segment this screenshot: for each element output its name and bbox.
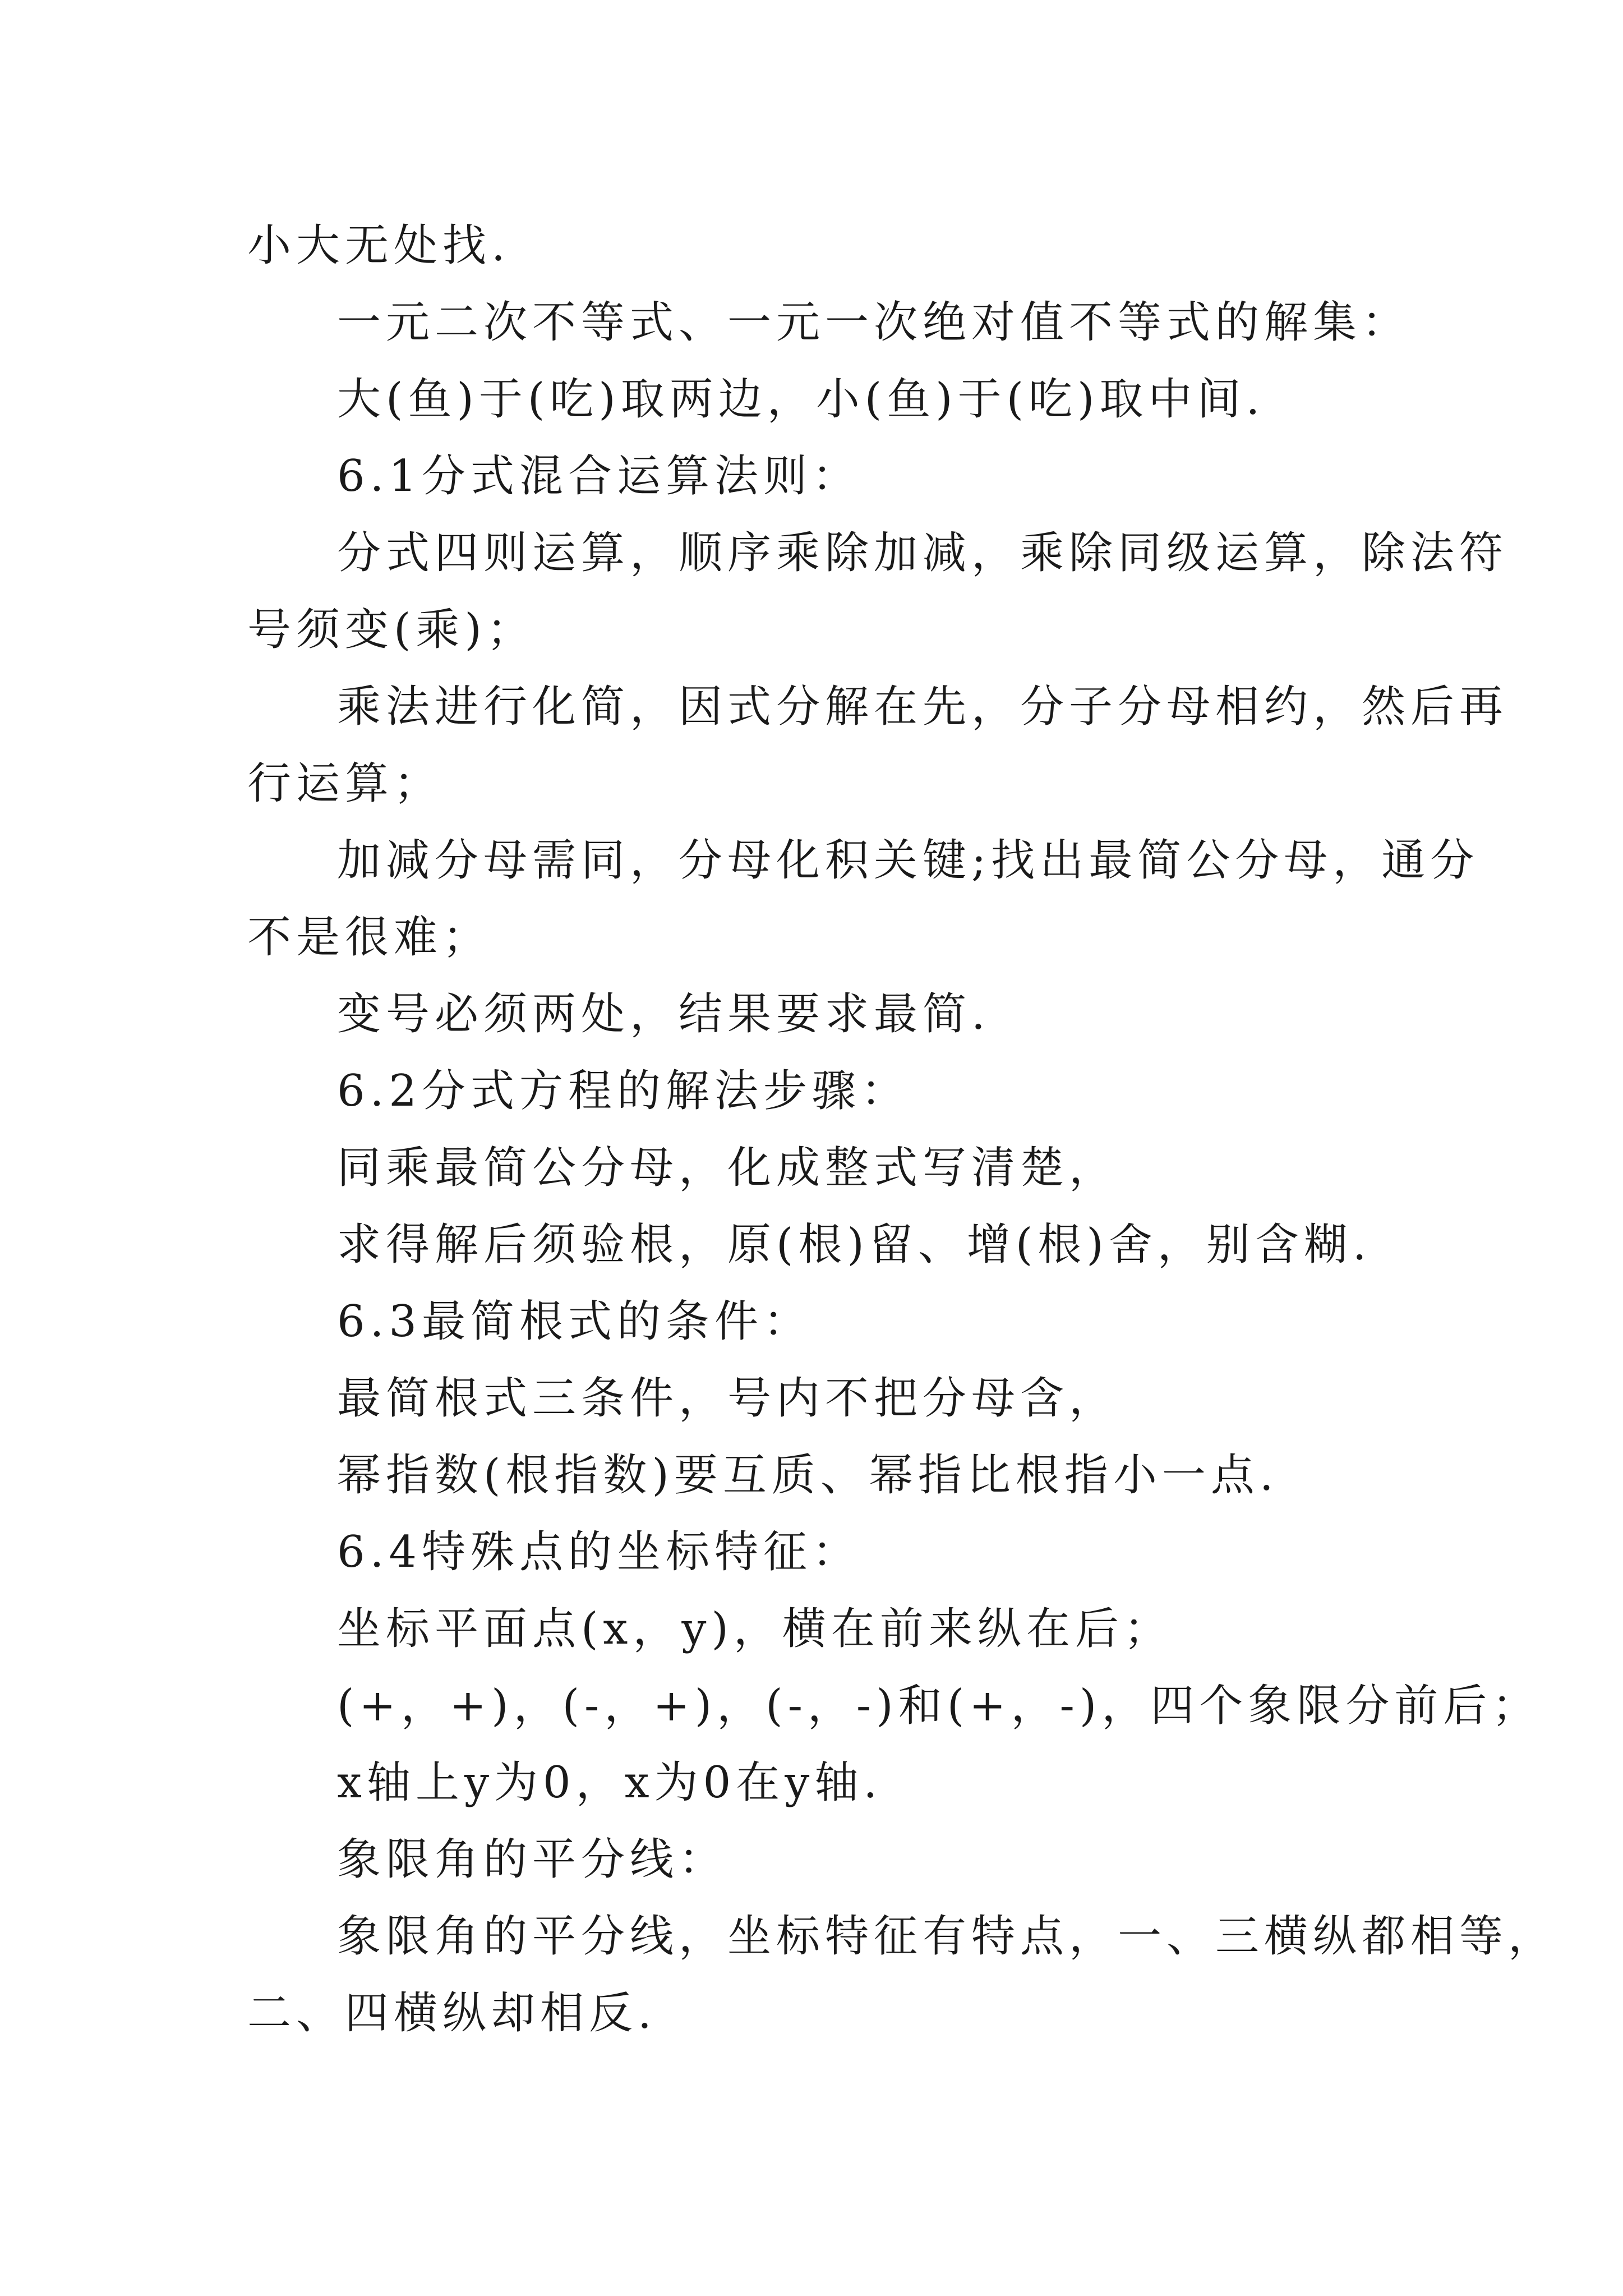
text-line: 求得解后须验根，原(根)留、增(根)舍，别含糊.: [337, 1220, 1372, 1270]
text-line: 二、四横纵却相反.: [247, 1988, 657, 2039]
text-line: 小大无处找.: [247, 220, 510, 271]
section-heading: 6.3最简根式的条件：: [337, 1296, 813, 1347]
text-line: 同乘最简公分母，化成整式写清楚，: [337, 1143, 1118, 1193]
text-line: 最简根式三条件，号内不把分母含，: [337, 1373, 1118, 1424]
text-line: 大(鱼)于(吃)取两边，小(鱼)于(吃)取中间.: [337, 374, 1265, 425]
text-line: x轴上y为0，x为0在y轴.: [337, 1757, 883, 1808]
body-text: [247, 208, 1557, 2052]
text-line: (+，+)，(-，+)，(-，-)和(+，-)，四个象限分前后；: [337, 1681, 1541, 1731]
text-line: 分式四则运算，顺序乘除加减，乘除同级运算，除法符: [337, 528, 1509, 578]
text-line: 不是很难；: [247, 912, 492, 963]
text-line: 行运算；: [247, 758, 443, 809]
text-line: 变号必须两处，结果要求最简.: [337, 989, 990, 1039]
section-heading: 6.4特殊点的坐标特征：: [337, 1527, 861, 1577]
text-line: 坐标平面点(x，y)，横在前来纵在后；: [337, 1604, 1173, 1654]
text-line: 象限角的平分线，坐标特征有特点，一、三横纵都相等，: [337, 1911, 1557, 1962]
section-heading: 6.1分式混合运算法则：: [337, 451, 861, 501]
text-line: 一元二次不等式、一元一次绝对值不等式的解集：: [337, 297, 1411, 348]
text-line: 幂指数(根指数)要互质、幂指比根指小一点.: [337, 1450, 1279, 1501]
text-line: 号须变(乘)；: [247, 605, 536, 655]
subsection-heading: 象限角的平分线：: [337, 1834, 728, 1885]
text-line: 加减分母需同，分母化积关键;找出最简公分母，通分: [337, 835, 1479, 886]
text-line: 乘法进行化简，因式分解在先，分子分母相约，然后再: [337, 682, 1509, 732]
section-heading: 6.2分式方程的解法步骤：: [337, 1066, 910, 1116]
